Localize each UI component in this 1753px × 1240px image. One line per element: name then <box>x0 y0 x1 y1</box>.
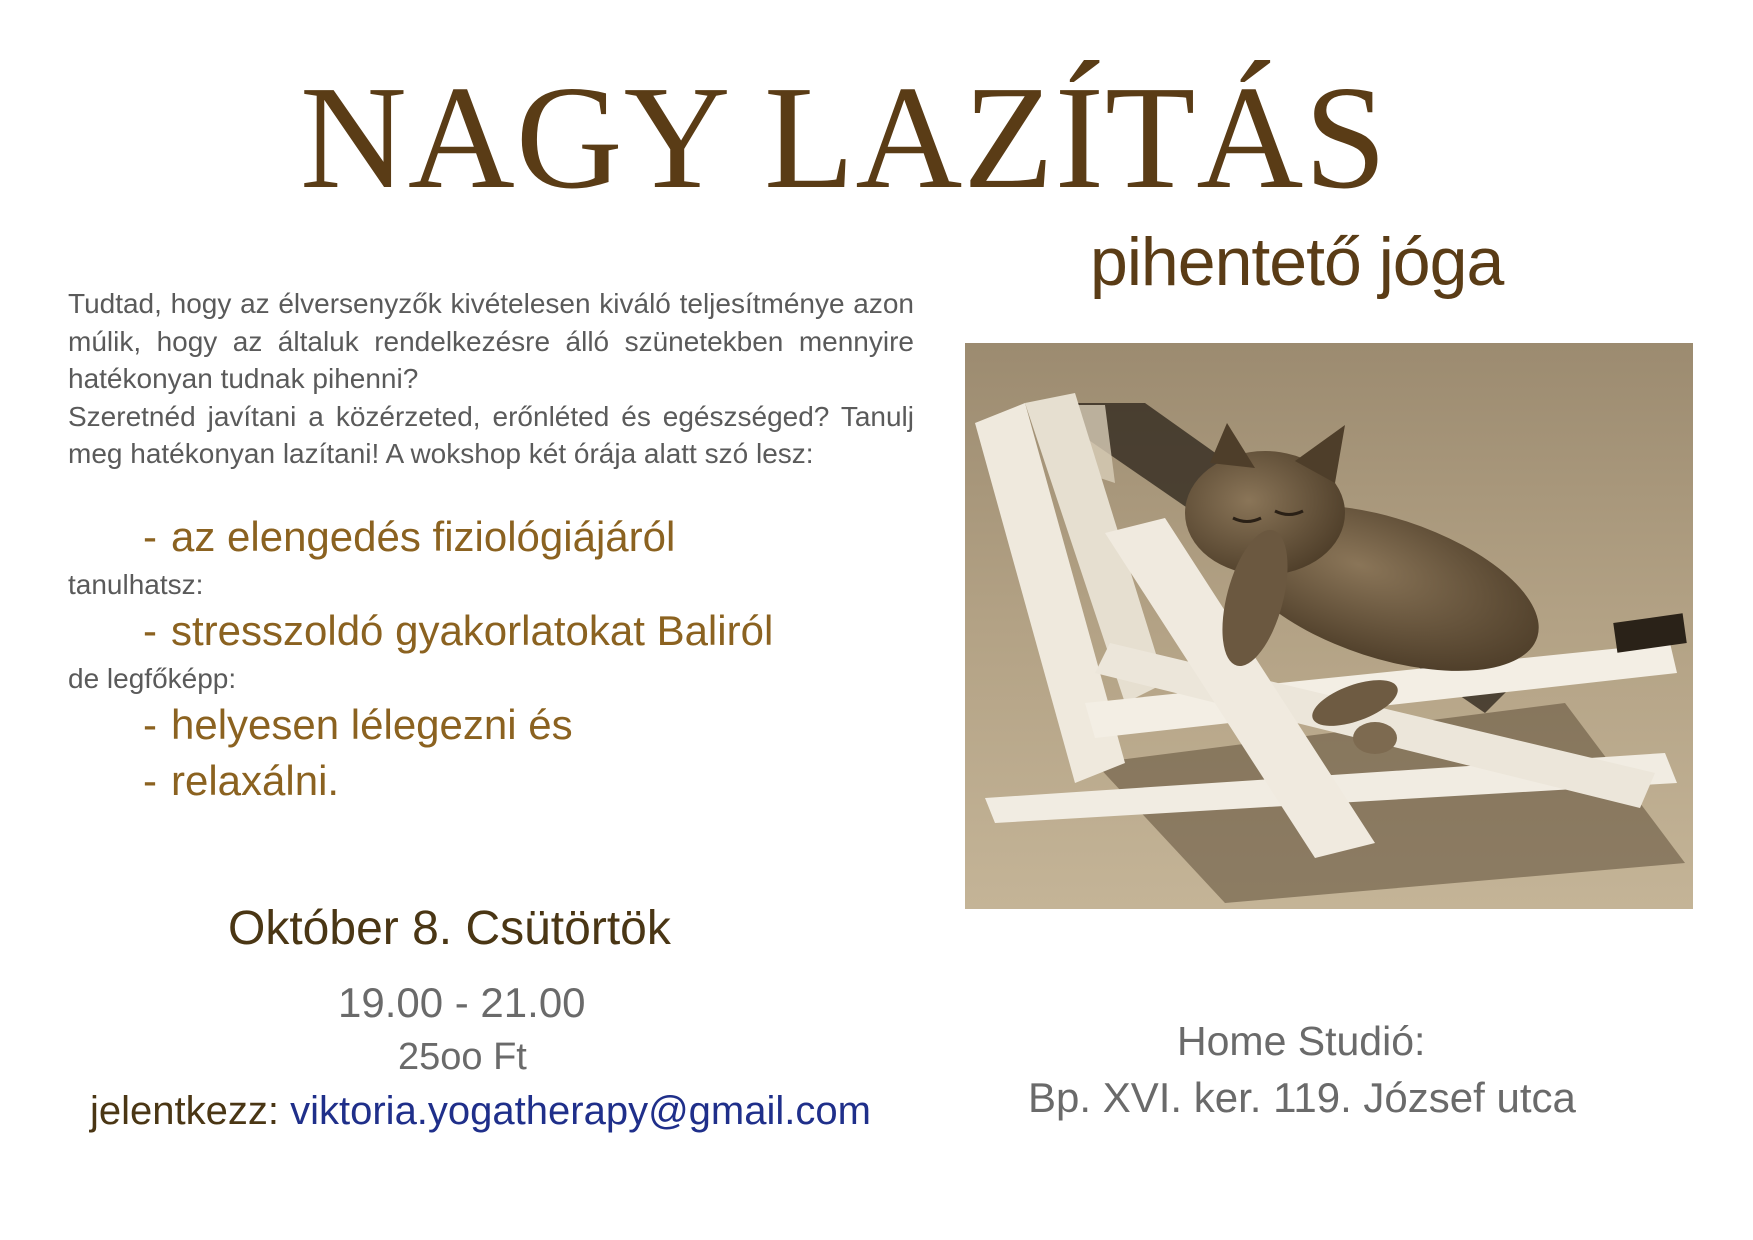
program-item <box>143 606 773 656</box>
program-item <box>143 512 675 562</box>
bullet-dash: - <box>143 757 157 804</box>
program-item-text: az elengedés fiziológiájáról <box>171 513 676 560</box>
intro-paragraph: Szeretnéd javítani a közérzeted, erőnléted és egészséged? Tanulj meg hatékonyan lazítani! A wokshop két órája alatt szó lesz: <box>68 400 914 469</box>
program-item-text: helyesen lélegezni és <box>171 701 573 748</box>
venue-address: Bp. XVI. ker. 119. József utca <box>1028 1074 1576 1121</box>
bullet-dash: - <box>143 607 157 654</box>
email-link[interactable]: viktoria.yogatherapy@gmail.com <box>290 1089 871 1133</box>
contact-label: jelentkezz: <box>90 1089 279 1133</box>
program-item-text: stresszoldó gyakorlatokat Baliról <box>171 607 774 654</box>
intro-text <box>68 285 914 473</box>
venue-name: Home Studió: <box>1177 1018 1426 1064</box>
program-label: de legfőképp: <box>68 663 237 694</box>
event-time: 19.00 - 21.00 <box>338 979 586 1026</box>
page-title: NAGY LAZÍTÁS <box>300 56 1388 220</box>
bullet-dash: - <box>143 513 157 560</box>
event-date: Október 8. Csütörtök <box>228 902 671 955</box>
intro-paragraph: Tudtad, hogy az élversenyzők kivételesen kiváló teljesítménye azon múlik, hogy az általuk rendelkezésre álló szünetekben mennyire hatékonyan tudnak pihenni? <box>68 288 914 394</box>
program-item-text: relaxálni. <box>171 757 340 804</box>
page-subtitle: pihentető jóga <box>1090 224 1504 300</box>
event-price: 25oo Ft <box>398 1036 527 1078</box>
program-item <box>143 756 339 806</box>
bullet-dash: - <box>143 701 157 748</box>
program-item <box>143 700 573 750</box>
program-label: tanulhatsz: <box>68 569 204 600</box>
contact-line <box>90 1086 871 1136</box>
kitten-deckchair-photo <box>965 343 1693 909</box>
